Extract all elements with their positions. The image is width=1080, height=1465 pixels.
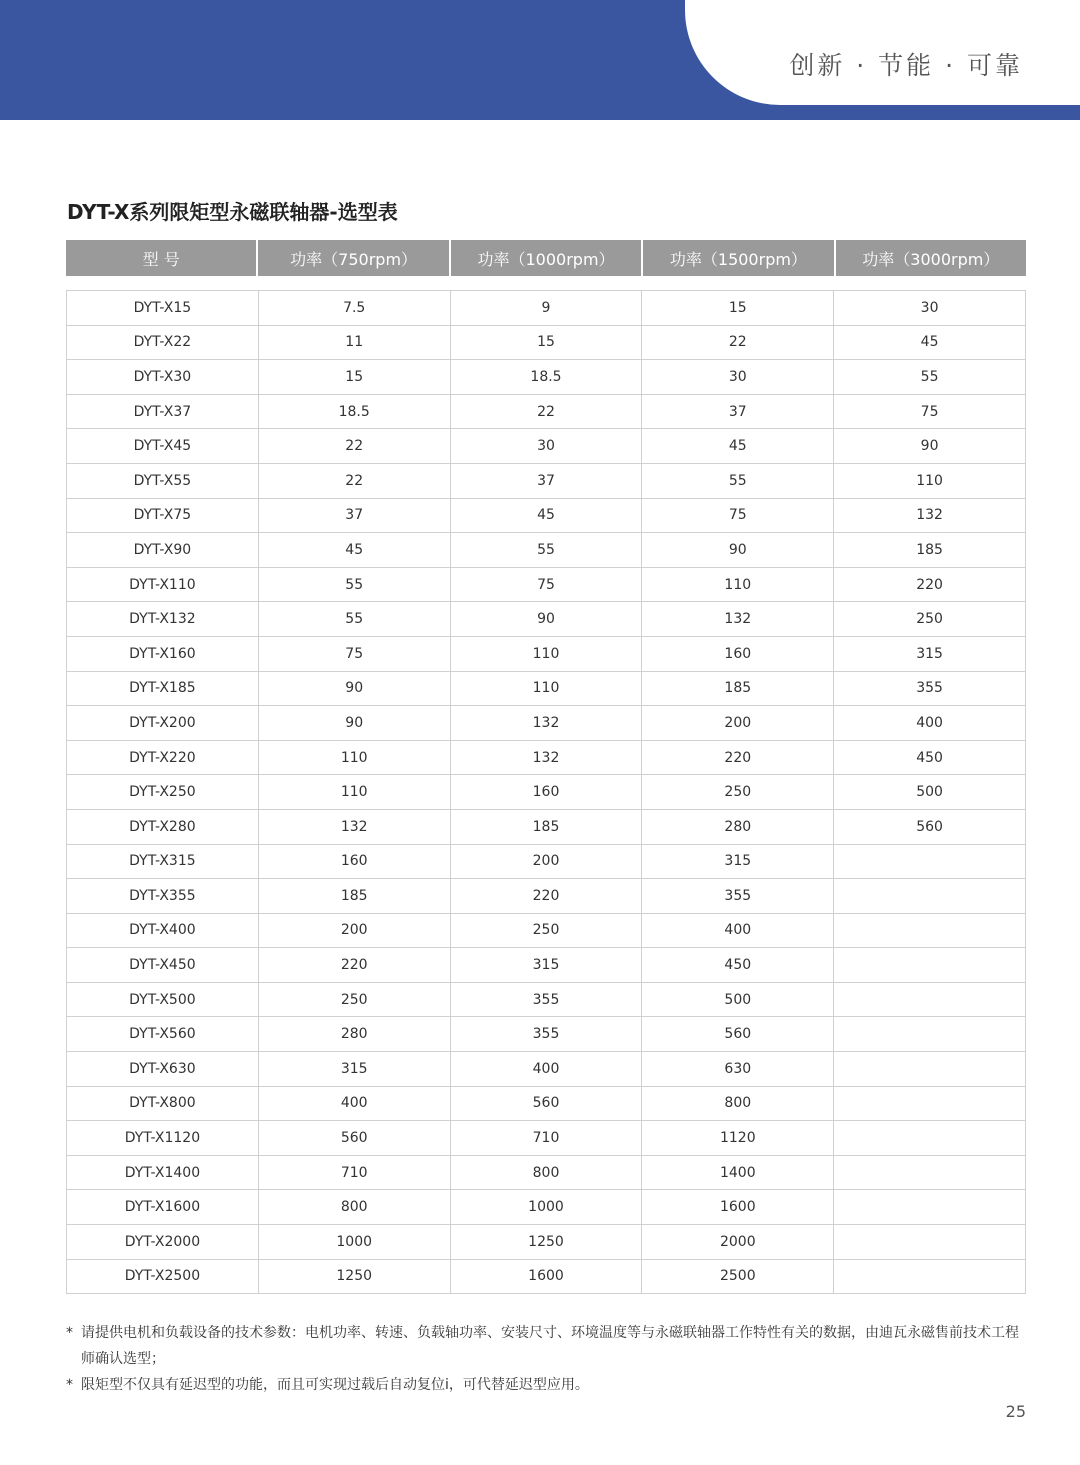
table-cell: 250 [450,913,642,948]
table-cell: 1250 [450,1225,642,1260]
table-cell: 75 [642,498,834,533]
table-cell: 400 [450,1052,642,1087]
table-cell: 1120 [642,1121,834,1156]
table-cell: 220 [258,948,450,983]
table-cell: 400 [834,706,1026,741]
table-row [67,567,1026,602]
table-cell: 132 [450,740,642,775]
table-cell: 160 [258,844,450,879]
table-cell [834,948,1026,983]
table-cell: 90 [834,429,1026,464]
table-cell: 90 [642,533,834,568]
table-cell: DYT-X45 [67,429,259,464]
table-cell: 185 [834,533,1026,568]
table-cell: DYT-X2000 [67,1225,259,1260]
note-text: 请提供电机和负载设备的技术参数：电机功率、转速、负载轴功率、安装尺寸、环境温度等与永磁联轴器工作特性有关的数据，由迪瓦永磁售前技术工程师确认选型； [81,1325,1019,1367]
table-row [67,360,1026,395]
table-cell: 2500 [642,1259,834,1294]
table-row [67,1121,1026,1156]
table-cell: DYT-X132 [67,602,259,637]
table-cell: DYT-X160 [67,636,259,671]
table-row [67,706,1026,741]
table-cell: 185 [258,879,450,914]
table-cell [834,913,1026,948]
table-cell: 75 [450,567,642,602]
table-row [67,809,1026,844]
table-cell: DYT-X800 [67,1086,259,1121]
table-cell: 45 [258,533,450,568]
table-cell: 9 [450,291,642,326]
table-cell: 400 [642,913,834,948]
note-marker: * [66,1325,73,1341]
table-cell: 55 [834,360,1026,395]
table-row [67,1155,1026,1190]
table-row [67,1190,1026,1225]
table-cell: DYT-X2500 [67,1259,259,1294]
table-cell: 355 [642,879,834,914]
table-row [67,1052,1026,1087]
table-cell: 500 [642,982,834,1017]
table-cell: 7.5 [258,291,450,326]
table-cell: DYT-X37 [67,394,259,429]
table-cell [834,844,1026,879]
table-cell: 75 [834,394,1026,429]
table-row [67,394,1026,429]
table-cell: 710 [450,1121,642,1156]
table-cell: DYT-X500 [67,982,259,1017]
table-cell: DYT-X250 [67,775,259,810]
table-cell: 1000 [258,1225,450,1260]
notes [66,1320,1031,1398]
table-cell [834,1155,1026,1190]
table-cell: DYT-X280 [67,809,259,844]
table-cell: 315 [834,636,1026,671]
table-cell: 560 [258,1121,450,1156]
table-cell: 22 [258,429,450,464]
table-cell: DYT-X220 [67,740,259,775]
table-cell [834,1190,1026,1225]
table-cell: 160 [642,636,834,671]
table-cell: 1600 [450,1259,642,1294]
table-cell: 800 [258,1190,450,1225]
table-cell: 55 [258,567,450,602]
table-cell: 30 [450,429,642,464]
table-row [67,948,1026,983]
table-cell: 220 [450,879,642,914]
table-cell: 250 [258,982,450,1017]
table-cell: 710 [258,1155,450,1190]
table-cell: 37 [642,394,834,429]
table-cell: 2000 [642,1225,834,1260]
table-cell [834,879,1026,914]
table-cell: 110 [834,463,1026,498]
table-row [67,1017,1026,1052]
table-cell: DYT-X110 [67,567,259,602]
table-cell: 1000 [450,1190,642,1225]
table-cell: DYT-X15 [67,291,259,326]
table-cell: 18.5 [258,394,450,429]
table-cell: 355 [450,982,642,1017]
table-cell: 110 [258,740,450,775]
table-cell: 30 [642,360,834,395]
table-cell: 185 [642,671,834,706]
table-cell: 220 [642,740,834,775]
table-row [67,429,1026,464]
table-cell: 800 [642,1086,834,1121]
table-cell: 90 [258,706,450,741]
column-header-0: 型 号 [66,240,258,276]
column-header-1: 功率（750rpm） [258,240,450,276]
table-row [67,740,1026,775]
table-cell: 132 [258,809,450,844]
table-cell: 30 [834,291,1026,326]
table-cell: DYT-X90 [67,533,259,568]
table-cell [834,982,1026,1017]
table-cell [834,1121,1026,1156]
table-row [67,463,1026,498]
table-cell: 11 [258,325,450,360]
table-cell: DYT-X200 [67,706,259,741]
table-row [67,844,1026,879]
table-cell: 315 [450,948,642,983]
table-row [67,1259,1026,1294]
table-cell: 200 [258,913,450,948]
table-cell: DYT-X450 [67,948,259,983]
table-cell: DYT-X1120 [67,1121,259,1156]
table-row [67,291,1026,326]
table-cell: 110 [450,671,642,706]
table-cell: 132 [834,498,1026,533]
table-cell: 450 [834,740,1026,775]
table-cell: 22 [642,325,834,360]
table-cell: 185 [450,809,642,844]
table-cell: 500 [834,775,1026,810]
table-row [67,982,1026,1017]
note-item [66,1320,1031,1372]
table-row [67,1225,1026,1260]
table-cell [834,1259,1026,1294]
table-row [67,636,1026,671]
table-row [67,533,1026,568]
table-row [67,913,1026,948]
note-marker: * [66,1377,73,1393]
table-cell: 15 [258,360,450,395]
note-item [66,1372,1031,1398]
table-cell [834,1225,1026,1260]
table-cell: 315 [258,1052,450,1087]
table-cell: 110 [258,775,450,810]
table-cell: 800 [450,1155,642,1190]
table-row [67,1086,1026,1121]
table-cell: 15 [642,291,834,326]
table-row [67,325,1026,360]
table-cell: 90 [258,671,450,706]
column-header-4: 功率（3000rpm） [862,249,1000,269]
table-cell: 45 [450,498,642,533]
table-cell: 132 [642,602,834,637]
page-title: DYT-X系列限矩型永磁联轴器-选型表 [67,200,398,224]
table-cell [834,1017,1026,1052]
table-cell: 55 [642,463,834,498]
table-cell: 110 [642,567,834,602]
table-cell: DYT-X75 [67,498,259,533]
table-cell: 280 [258,1017,450,1052]
table-cell: 22 [258,463,450,498]
table-cell: 37 [450,463,642,498]
table-cell: 22 [450,394,642,429]
table-row [67,602,1026,637]
table-cell: DYT-X22 [67,325,259,360]
table-cell: 315 [642,844,834,879]
table-cell: 220 [834,567,1026,602]
table-cell: 560 [642,1017,834,1052]
table-cell: 37 [258,498,450,533]
table-cell: 250 [642,775,834,810]
table-cell: 45 [642,429,834,464]
table-cell: DYT-X400 [67,913,259,948]
table-cell: DYT-X185 [67,671,259,706]
table-row [67,498,1026,533]
table-cell: 200 [642,706,834,741]
column-header-2: 功率（1000rpm） [451,240,643,276]
table-cell: 1600 [642,1190,834,1225]
table-row [67,671,1026,706]
table-cell: 250 [834,602,1026,637]
table-cell: 18.5 [450,360,642,395]
column-header-3: 功率（1500rpm） [643,240,835,276]
table-cell: 15 [450,325,642,360]
table-cell: DYT-X55 [67,463,259,498]
table-cell: 75 [258,636,450,671]
table-cell: 110 [450,636,642,671]
selection-table [66,290,1026,1294]
table-cell: 45 [834,325,1026,360]
table-cell: 55 [258,602,450,637]
table-cell: 90 [450,602,642,637]
table-cell: 560 [450,1086,642,1121]
table-cell: 1250 [258,1259,450,1294]
slogan: 创新 · 节能 · 可靠 [789,51,1023,80]
table-cell: 200 [450,844,642,879]
table-cell: 1400 [642,1155,834,1190]
table-cell: 450 [642,948,834,983]
table-cell: DYT-X30 [67,360,259,395]
table-cell: DYT-X1600 [67,1190,259,1225]
table-cell: DYT-X315 [67,844,259,879]
table-cell: 630 [642,1052,834,1087]
table-cell: 355 [834,671,1026,706]
table-cell: DYT-X630 [67,1052,259,1087]
table-cell: DYT-X355 [67,879,259,914]
table-cell: 400 [258,1086,450,1121]
table-cell [834,1086,1026,1121]
page-number: 25 [1005,1402,1026,1421]
table-cell: 560 [834,809,1026,844]
table-cell: 280 [642,809,834,844]
note-text: 限矩型不仅具有延迟型的功能，而且可实现过载后自动复位i，可代替延迟型应用。 [81,1377,589,1393]
table-cell: 132 [450,706,642,741]
table-cell: 160 [450,775,642,810]
table-cell: DYT-X560 [67,1017,259,1052]
table-cell: 55 [450,533,642,568]
table-header [66,240,1026,276]
table-cell: DYT-X1400 [67,1155,259,1190]
table-row [67,879,1026,914]
table-cell: 355 [450,1017,642,1052]
table-row [67,775,1026,810]
table-cell [834,1052,1026,1087]
